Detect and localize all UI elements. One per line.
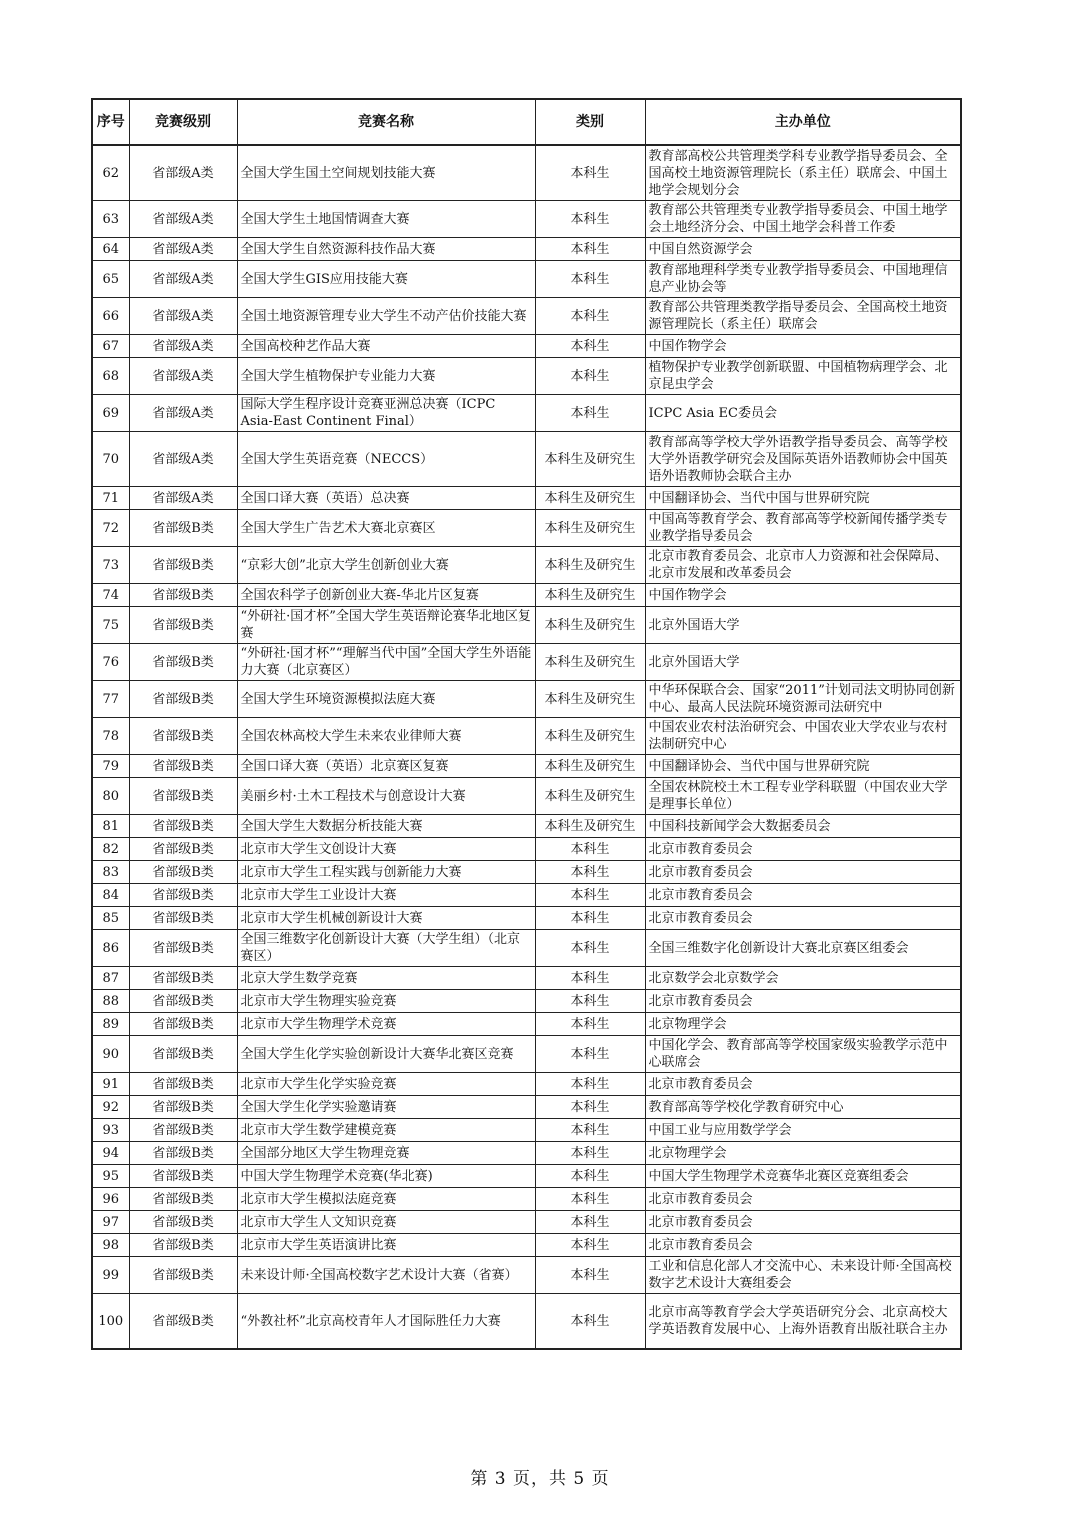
- cell-level: 省部级B类: [129, 990, 237, 1013]
- cell-organizer: 中国自然资源学会: [645, 238, 961, 261]
- cell-type: 本科生: [535, 1257, 645, 1294]
- cell-organizer: 教育部公共管理类教学指导委员会、全国高校土地资源管理院长（系主任）联席会: [645, 298, 961, 335]
- cell-organizer: 北京物理学会: [645, 1013, 961, 1036]
- cell-no: 76: [92, 644, 129, 681]
- cell-type: 本科生: [535, 395, 645, 432]
- cell-level: 省部级B类: [129, 861, 237, 884]
- table-row: [92, 335, 961, 358]
- cell-no: 75: [92, 607, 129, 644]
- cell-organizer: 北京市教育委员会: [645, 1188, 961, 1211]
- table-row: [92, 1165, 961, 1188]
- cell-name: 北京市大学生人文知识竞赛: [237, 1211, 535, 1234]
- table-row: [92, 1073, 961, 1096]
- cell-no: 79: [92, 755, 129, 778]
- cell-name: 全国口译大赛（英语）总决赛: [237, 487, 535, 510]
- cell-no: 93: [92, 1119, 129, 1142]
- cell-organizer: 中国科技新闻学会大数据委员会: [645, 815, 961, 838]
- cell-level: 省部级A类: [129, 201, 237, 238]
- cell-organizer: 北京外国语大学: [645, 644, 961, 681]
- cell-type: 本科生: [535, 990, 645, 1013]
- cell-no: 65: [92, 261, 129, 298]
- cell-no: 95: [92, 1165, 129, 1188]
- table-row: [92, 930, 961, 967]
- cell-name: 全国大学生化学实验邀请赛: [237, 1096, 535, 1119]
- cell-no: 82: [92, 838, 129, 861]
- cell-level: 省部级B类: [129, 1142, 237, 1165]
- cell-name: 全国大学生植物保护专业能力大赛: [237, 358, 535, 395]
- cell-name: 全国大学生广告艺术大赛北京赛区: [237, 510, 535, 547]
- cell-level: 省部级B类: [129, 967, 237, 990]
- table-row: [92, 298, 961, 335]
- cell-name: 北京市大学生化学实验竞赛: [237, 1073, 535, 1096]
- cell-organizer: 北京外国语大学: [645, 607, 961, 644]
- cell-type: 本科生及研究生: [535, 510, 645, 547]
- table-row: [92, 1188, 961, 1211]
- cell-level: 省部级B类: [129, 1036, 237, 1073]
- cell-type: 本科生及研究生: [535, 681, 645, 718]
- header-level: 竞赛级别: [129, 99, 237, 145]
- page-footer: 第 3 页，共 5 页: [470, 1469, 610, 1489]
- cell-organizer: 北京市教育委员会: [645, 907, 961, 930]
- cell-no: 98: [92, 1234, 129, 1257]
- cell-type: 本科生: [535, 1294, 645, 1350]
- cell-level: 省部级B类: [129, 681, 237, 718]
- cell-name: 全国高校种艺作品大赛: [237, 335, 535, 358]
- cell-type: 本科生: [535, 1073, 645, 1096]
- table-row: [92, 815, 961, 838]
- cell-level: 省部级B类: [129, 815, 237, 838]
- table-row: [92, 607, 961, 644]
- table-row: [92, 395, 961, 432]
- cell-organizer: 北京市高等教育学会大学英语研究分会、北京高校大学英语教育发展中心、上海外语教育出版社联合主办: [645, 1294, 961, 1350]
- table-row: [92, 510, 961, 547]
- cell-level: 省部级B类: [129, 1096, 237, 1119]
- table-row: [92, 967, 961, 990]
- cell-type: 本科生及研究生: [535, 432, 645, 487]
- competition-table: [91, 98, 962, 1350]
- cell-level: 省部级A类: [129, 358, 237, 395]
- table-row: [92, 1211, 961, 1234]
- cell-no: 80: [92, 778, 129, 815]
- cell-level: 省部级B类: [129, 1073, 237, 1096]
- table-row: [92, 1119, 961, 1142]
- table-row: [92, 1142, 961, 1165]
- table-row: [92, 681, 961, 718]
- cell-organizer: 教育部高等学校大学外语教学指导委员会、高等学校大学外语教学研究会及国际英语外语教师协会中国英语外语教师协会联合主办: [645, 432, 961, 487]
- table-row: [92, 1013, 961, 1036]
- cell-type: 本科生及研究生: [535, 487, 645, 510]
- cell-level: 省部级B类: [129, 907, 237, 930]
- table-header-row: [92, 99, 961, 145]
- table-row: [92, 1257, 961, 1294]
- cell-no: 85: [92, 907, 129, 930]
- cell-no: 74: [92, 584, 129, 607]
- cell-type: 本科生及研究生: [535, 584, 645, 607]
- table-row: [92, 1096, 961, 1119]
- cell-type: 本科生: [535, 861, 645, 884]
- cell-organizer: 中国作物学会: [645, 584, 961, 607]
- cell-level: 省部级B类: [129, 1119, 237, 1142]
- table-row: [92, 778, 961, 815]
- cell-organizer: 中国大学生物理学术竞赛华北赛区竞赛组委会: [645, 1165, 961, 1188]
- cell-no: 96: [92, 1188, 129, 1211]
- cell-no: 62: [92, 145, 129, 201]
- table-row: [92, 201, 961, 238]
- cell-no: 81: [92, 815, 129, 838]
- cell-name: 北京市大学生模拟法庭竞赛: [237, 1188, 535, 1211]
- cell-type: 本科生: [535, 1211, 645, 1234]
- cell-name: 北京市大学生工业设计大赛: [237, 884, 535, 907]
- cell-type: 本科生: [535, 1234, 645, 1257]
- cell-organizer: 教育部公共管理类专业教学指导委员会、中国土地学会土地经济分会、中国土地学会科普工作委: [645, 201, 961, 238]
- cell-name: 全国土地资源管理专业大学生不动产估价技能大赛: [237, 298, 535, 335]
- cell-organizer: 全国三维数字化创新设计大赛北京赛区组委会: [645, 930, 961, 967]
- cell-level: 省部级B类: [129, 778, 237, 815]
- cell-type: 本科生: [535, 298, 645, 335]
- cell-organizer: ICPC Asia EC委员会: [645, 395, 961, 432]
- cell-organizer: 教育部高等学校化学教育研究中心: [645, 1096, 961, 1119]
- cell-level: 省部级A类: [129, 145, 237, 201]
- cell-organizer: 全国农林院校土木工程专业学科联盟（中国农业大学是理事长单位）: [645, 778, 961, 815]
- cell-level: 省部级B类: [129, 718, 237, 755]
- cell-no: 72: [92, 510, 129, 547]
- table-row: [92, 990, 961, 1013]
- cell-organizer: 北京数学会北京数学会: [645, 967, 961, 990]
- cell-organizer: 教育部高校公共管理类学科专业教学指导委员会、全国高校土地资源管理院长（系主任）联席会、中国土地学会规划分会: [645, 145, 961, 201]
- cell-name: 北京市大学生工程实践与创新能力大赛: [237, 861, 535, 884]
- cell-name: 全国大学生自然资源科技作品大赛: [237, 238, 535, 261]
- cell-no: 94: [92, 1142, 129, 1165]
- cell-name: 北京市大学生物理学术竞赛: [237, 1013, 535, 1036]
- table-row: [92, 547, 961, 584]
- cell-type: 本科生: [535, 1119, 645, 1142]
- cell-level: 省部级B类: [129, 547, 237, 584]
- cell-no: 78: [92, 718, 129, 755]
- cell-organizer: 北京市教育委员会: [645, 1234, 961, 1257]
- table-row: [92, 718, 961, 755]
- cell-type: 本科生: [535, 261, 645, 298]
- cell-level: 省部级B类: [129, 930, 237, 967]
- cell-name: 未来设计师·全国高校数字艺术设计大赛（省赛）: [237, 1257, 535, 1294]
- cell-name: 北京市大学生物理实验竞赛: [237, 990, 535, 1013]
- table-row: [92, 644, 961, 681]
- cell-level: 省部级A类: [129, 238, 237, 261]
- cell-type: 本科生: [535, 838, 645, 861]
- cell-level: 省部级B类: [129, 1294, 237, 1350]
- cell-type: 本科生: [535, 930, 645, 967]
- table-row: [92, 145, 961, 201]
- cell-no: 70: [92, 432, 129, 487]
- cell-name: 全国大学生环境资源模拟法庭大赛: [237, 681, 535, 718]
- cell-name: 北京市大学生机械创新设计大赛: [237, 907, 535, 930]
- cell-type: 本科生及研究生: [535, 607, 645, 644]
- cell-type: 本科生: [535, 907, 645, 930]
- cell-organizer: 北京市教育委员会: [645, 990, 961, 1013]
- cell-no: 97: [92, 1211, 129, 1234]
- cell-level: 省部级B类: [129, 644, 237, 681]
- cell-no: 92: [92, 1096, 129, 1119]
- cell-type: 本科生及研究生: [535, 718, 645, 755]
- cell-type: 本科生: [535, 358, 645, 395]
- cell-name: 北京市大学生数学建模竞赛: [237, 1119, 535, 1142]
- cell-name: “外教社杯”北京高校青年人才国际胜任力大赛: [237, 1294, 535, 1350]
- cell-level: 省部级A类: [129, 395, 237, 432]
- header-no: 序号: [92, 99, 129, 145]
- cell-no: 77: [92, 681, 129, 718]
- cell-level: 省部级B类: [129, 584, 237, 607]
- cell-name: 北京市大学生文创设计大赛: [237, 838, 535, 861]
- cell-no: 68: [92, 358, 129, 395]
- cell-organizer: 中国工业与应用数学学会: [645, 1119, 961, 1142]
- cell-name: 中国大学生物理学术竞赛(华北赛): [237, 1165, 535, 1188]
- cell-no: 83: [92, 861, 129, 884]
- cell-type: 本科生及研究生: [535, 644, 645, 681]
- cell-organizer: 中国高等教育学会、教育部高等学校新闻传播学类专业教学指导委员会: [645, 510, 961, 547]
- cell-type: 本科生: [535, 238, 645, 261]
- cell-name: 北京市大学生英语演讲比赛: [237, 1234, 535, 1257]
- table-row: [92, 884, 961, 907]
- cell-no: 71: [92, 487, 129, 510]
- cell-level: 省部级B类: [129, 838, 237, 861]
- cell-no: 73: [92, 547, 129, 584]
- table-row: [92, 838, 961, 861]
- table-row: [92, 907, 961, 930]
- table-row: [92, 755, 961, 778]
- cell-name: “京彩大创”北京大学生创新创业大赛: [237, 547, 535, 584]
- cell-no: 91: [92, 1073, 129, 1096]
- cell-no: 90: [92, 1036, 129, 1073]
- cell-name: “外研社·国才杯”全国大学生英语辩论赛华北地区复赛: [237, 607, 535, 644]
- cell-name: 全国部分地区大学生物理竞赛: [237, 1142, 535, 1165]
- cell-level: 省部级A类: [129, 261, 237, 298]
- cell-no: 99: [92, 1257, 129, 1294]
- cell-name: 全国大学生国土空间规划技能大赛: [237, 145, 535, 201]
- cell-level: 省部级A类: [129, 487, 237, 510]
- table-row: [92, 1036, 961, 1073]
- cell-name: 全国农科学子创新创业大赛-华北片区复赛: [237, 584, 535, 607]
- cell-level: 省部级B类: [129, 1211, 237, 1234]
- cell-organizer: 北京市教育委员会、北京市人力资源和社会保障局、北京市发展和改革委员会: [645, 547, 961, 584]
- cell-level: 省部级B类: [129, 1257, 237, 1294]
- cell-no: 64: [92, 238, 129, 261]
- cell-name: 全国大学生化学实验创新设计大赛华北赛区竞赛: [237, 1036, 535, 1073]
- cell-name: 国际大学生程序设计竞赛亚洲总决赛（ICPC Asia-East Continent Final）: [237, 395, 535, 432]
- cell-level: 省部级A类: [129, 335, 237, 358]
- cell-no: 86: [92, 930, 129, 967]
- table-row: [92, 261, 961, 298]
- cell-type: 本科生: [535, 1188, 645, 1211]
- cell-organizer: 工业和信息化部人才交流中心、未来设计师·全国高校数字艺术设计大赛组委会: [645, 1257, 961, 1294]
- cell-organizer: 北京市教育委员会: [645, 884, 961, 907]
- header-organizer: 主办单位: [645, 99, 961, 145]
- cell-organizer: 中国农业农村法治研究会、中国农业大学农业与农村法制研究中心: [645, 718, 961, 755]
- cell-type: 本科生: [535, 1096, 645, 1119]
- cell-organizer: 北京市教育委员会: [645, 861, 961, 884]
- cell-type: 本科生: [535, 1036, 645, 1073]
- cell-organizer: 中国作物学会: [645, 335, 961, 358]
- cell-type: 本科生及研究生: [535, 547, 645, 584]
- cell-no: 63: [92, 201, 129, 238]
- cell-level: 省部级B类: [129, 884, 237, 907]
- cell-level: 省部级B类: [129, 1188, 237, 1211]
- table-row: [92, 584, 961, 607]
- table-row: [92, 487, 961, 510]
- cell-level: 省部级B类: [129, 510, 237, 547]
- cell-organizer: 北京物理学会: [645, 1142, 961, 1165]
- cell-organizer: 中国化学会、教育部高等学校国家级实验教学示范中心联席会: [645, 1036, 961, 1073]
- competition-table-container: [91, 98, 960, 1350]
- cell-name: 全国大学生土地国情调查大赛: [237, 201, 535, 238]
- cell-no: 100: [92, 1294, 129, 1350]
- cell-name: 全国大学生英语竞赛（NECCS）: [237, 432, 535, 487]
- header-type: 类别: [535, 99, 645, 145]
- cell-no: 89: [92, 1013, 129, 1036]
- cell-type: 本科生: [535, 1165, 645, 1188]
- cell-organizer: 中华环保联合会、国家“2011”计划司法文明协同创新中心、最高人民法院环境资源司法研究中: [645, 681, 961, 718]
- cell-type: 本科生: [535, 201, 645, 238]
- cell-type: 本科生: [535, 335, 645, 358]
- cell-organizer: 中国翻译协会、当代中国与世界研究院: [645, 755, 961, 778]
- cell-type: 本科生: [535, 1013, 645, 1036]
- cell-organizer: 植物保护专业教学创新联盟、中国植物病理学会、北京昆虫学会: [645, 358, 961, 395]
- cell-organizer: 中国翻译协会、当代中国与世界研究院: [645, 487, 961, 510]
- cell-type: 本科生: [535, 967, 645, 990]
- cell-type: 本科生及研究生: [535, 778, 645, 815]
- cell-organizer: 北京市教育委员会: [645, 1073, 961, 1096]
- cell-level: 省部级B类: [129, 1234, 237, 1257]
- header-name: 竞赛名称: [237, 99, 535, 145]
- cell-organizer: 北京市教育委员会: [645, 838, 961, 861]
- cell-no: 67: [92, 335, 129, 358]
- table-body: [92, 145, 961, 1349]
- cell-no: 66: [92, 298, 129, 335]
- cell-name: 全国大学生GIS应用技能大赛: [237, 261, 535, 298]
- cell-level: 省部级B类: [129, 607, 237, 644]
- table-row: [92, 358, 961, 395]
- table-row: [92, 861, 961, 884]
- cell-name: 全国农林高校大学生未来农业律师大赛: [237, 718, 535, 755]
- cell-level: 省部级A类: [129, 432, 237, 487]
- table-row: [92, 432, 961, 487]
- table-row: [92, 238, 961, 261]
- cell-type: 本科生及研究生: [535, 755, 645, 778]
- cell-no: 69: [92, 395, 129, 432]
- cell-name: “外研社·国才杯”“理解当代中国”全国大学生外语能力大赛（北京赛区）: [237, 644, 535, 681]
- cell-type: 本科生及研究生: [535, 815, 645, 838]
- cell-name: 北京大学生数学竞赛: [237, 967, 535, 990]
- cell-type: 本科生: [535, 1142, 645, 1165]
- cell-name: 全国大学生大数据分析技能大赛: [237, 815, 535, 838]
- cell-name: 全国三维数字化创新设计大赛（大学生组）（北京赛区）: [237, 930, 535, 967]
- cell-level: 省部级B类: [129, 1013, 237, 1036]
- cell-organizer: 北京市教育委员会: [645, 1211, 961, 1234]
- cell-level: 省部级B类: [129, 755, 237, 778]
- cell-level: 省部级B类: [129, 1165, 237, 1188]
- table-row: [92, 1294, 961, 1350]
- cell-name: 美丽乡村·土木工程技术与创意设计大赛: [237, 778, 535, 815]
- cell-name: 全国口译大赛（英语）北京赛区复赛: [237, 755, 535, 778]
- cell-organizer: 教育部地理科学类专业教学指导委员会、中国地理信息产业协会等: [645, 261, 961, 298]
- cell-no: 88: [92, 990, 129, 1013]
- cell-type: 本科生: [535, 884, 645, 907]
- cell-no: 87: [92, 967, 129, 990]
- table-row: [92, 1234, 961, 1257]
- cell-type: 本科生: [535, 145, 645, 201]
- cell-no: 84: [92, 884, 129, 907]
- cell-level: 省部级A类: [129, 298, 237, 335]
